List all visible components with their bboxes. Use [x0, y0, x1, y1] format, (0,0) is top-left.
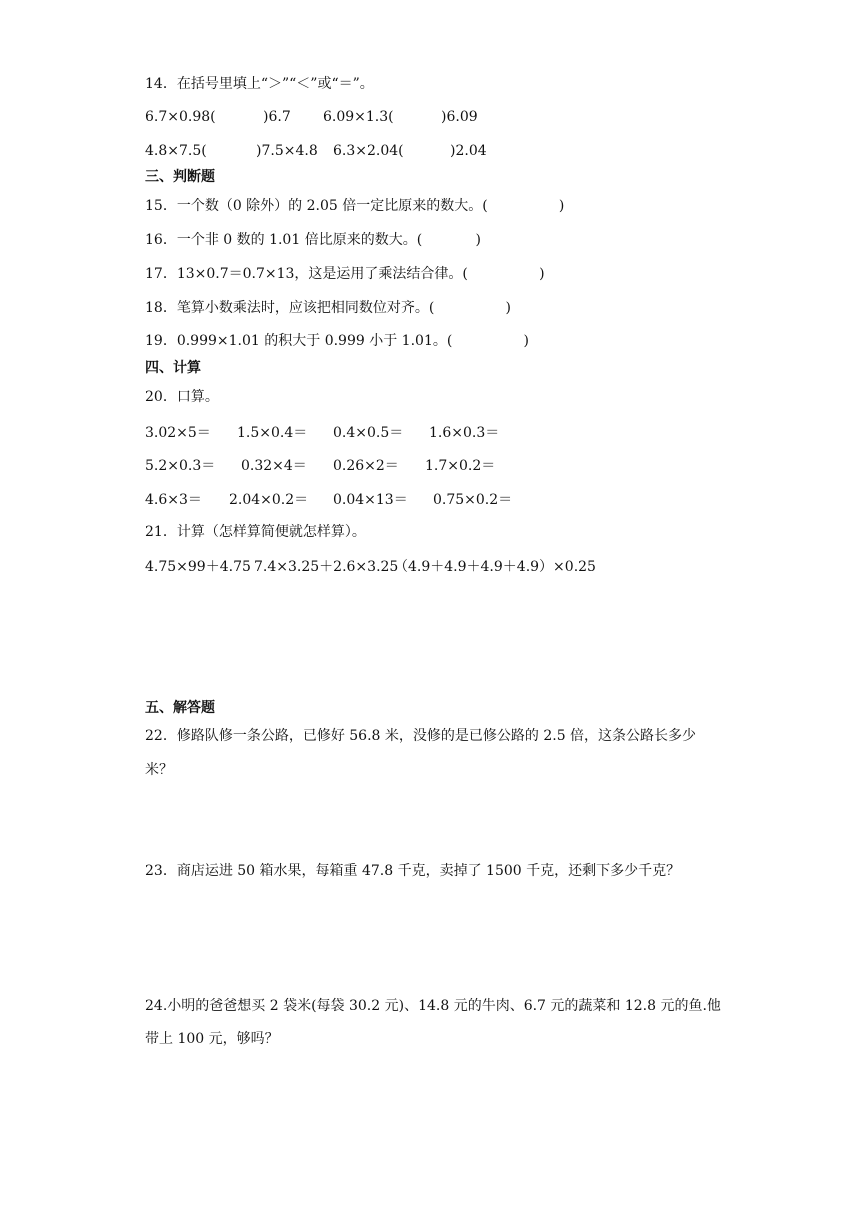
oral-calc-item: 1.6×0.3＝	[429, 425, 500, 441]
q23: 23．商店运进 50 箱水果，每箱重 47.8 千克，卖掉了 1500 千克，还剩下多少千克？	[145, 863, 681, 879]
q14-row1-expr1: 6.7×0.98(	[145, 109, 216, 125]
q20-prompt: 20．口算。	[145, 389, 219, 405]
q14-row2-rhs2: )2.04	[450, 143, 487, 159]
q21-item: 7.4×3.25＋2.6×3.25	[254, 559, 399, 575]
q24-line-1: 24.小明的爸爸想买 2 袋米(每袋 30.2 元)、14.8 元的牛肉、6.7 元的蔬菜和 12.8 元的鱼.他	[145, 998, 721, 1014]
q22-line-1: 22．修路队修一条公路，已修好 56.8 米，没修的是已修公路的 2.5 倍，这条公路长多少	[145, 728, 697, 744]
q14-row1-rhs1: )6.7	[263, 109, 291, 125]
oral-calc-item: 4.6×3＝	[145, 492, 202, 508]
oral-calc-item: 0.75×0.2＝	[433, 492, 513, 508]
section3-heading: 三、判断题	[145, 169, 215, 185]
oral-calc-item: 1.7×0.2＝	[425, 458, 496, 474]
q14-row1-expr2: 6.09×1.3(	[323, 109, 394, 125]
q19: 19．0.999×1.01 的积大于 0.999 小于 1.01。( )	[145, 333, 529, 349]
section4-heading: 四、计算	[145, 360, 201, 376]
oral-calc-item: 0.4×0.5＝	[333, 425, 404, 441]
q21-item: 4.75×99＋4.75	[145, 559, 251, 575]
q24-line-2: 带上 100 元，够吗？	[145, 1031, 279, 1047]
q17: 17．13×0.7＝0.7×13，这是运用了乘法结合律。( )	[145, 266, 545, 282]
q14-row2-expr1: 4.8×7.5(	[145, 143, 207, 159]
oral-calc-item: 5.2×0.3＝	[145, 458, 216, 474]
q21-item: （4.9＋4.9＋4.9＋4.9）×0.25	[394, 559, 596, 575]
oral-calc-item: 0.32×4＝	[241, 458, 307, 474]
q18: 18．笔算小数乘法时，应该把相同数位对齐。( )	[145, 300, 511, 316]
q22-line-2: 米？	[145, 762, 173, 778]
q14-row2-rhs1: )7.5×4.8	[256, 143, 318, 159]
q14-prompt: 14．在括号里填上“＞”“＜”或“＝”。	[145, 76, 374, 92]
oral-calc-item: 2.04×0.2＝	[229, 492, 309, 508]
oral-calc-item: 3.02×5＝	[145, 425, 211, 441]
oral-calc-item: 1.5×0.4＝	[237, 425, 308, 441]
oral-calc-item: 0.04×13＝	[333, 492, 408, 508]
q16: 16．一个非 0 数的 1.01 倍比原来的数大。( )	[145, 232, 482, 248]
q21-prompt: 21．计算（怎样算简便就怎样算）。	[145, 524, 366, 540]
section5-heading: 五、解答题	[145, 700, 215, 716]
oral-calc-item: 0.26×2＝	[333, 458, 399, 474]
q14-row1-rhs2: )6.09	[441, 109, 478, 125]
q15: 15．一个数（0 除外）的 2.05 倍一定比原来的数大。( )	[145, 198, 565, 214]
q14-row2-expr2: 6.3×2.04(	[333, 143, 404, 159]
